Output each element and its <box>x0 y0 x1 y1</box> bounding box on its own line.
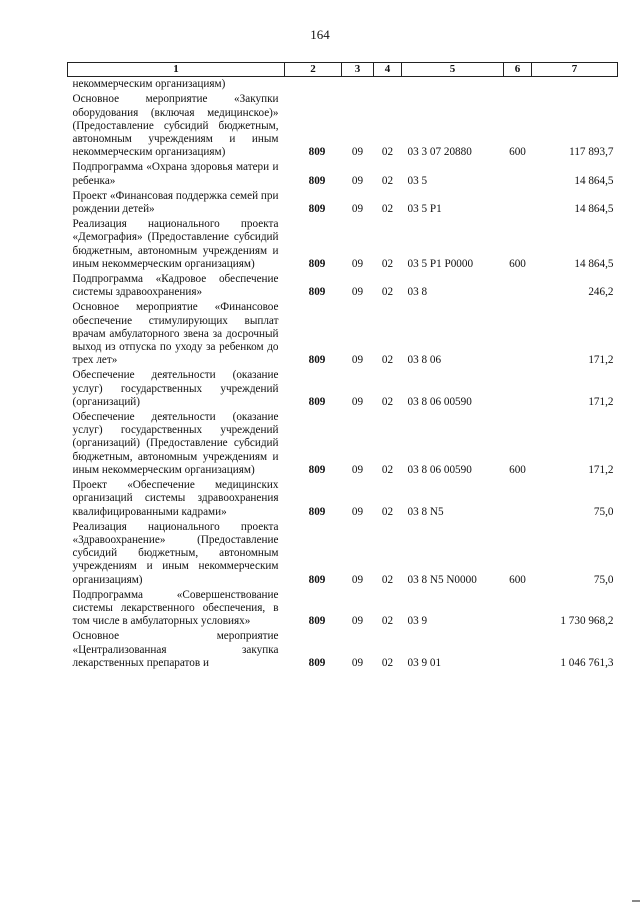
subsection-cell <box>374 77 402 93</box>
target-article-cell: 03 9 <box>407 615 428 628</box>
section-cell <box>342 77 374 93</box>
table-row <box>68 588 618 630</box>
expense-type-cell <box>504 189 532 217</box>
section-cell: 09 <box>351 146 364 159</box>
amount-cell: 171,2 <box>588 395 614 408</box>
target-article-cell: 03 8 <box>407 286 428 299</box>
section-cell: 09 <box>351 615 364 628</box>
subsection-cell: 02 <box>381 286 394 299</box>
section-cell: 09 <box>351 203 364 216</box>
expense-type-cell <box>504 160 532 188</box>
ministry-code-cell: 809 <box>308 257 326 270</box>
column-header: 6 <box>504 63 532 77</box>
target-article-cell: 03 8 06 00590 <box>407 395 472 408</box>
target-article-cell: 03 8 06 <box>407 354 442 367</box>
target-article-cell: 03 3 07 20880 <box>407 146 472 159</box>
row-name-cell: Обеспечение деятельности (оказание услуг) государственных учреждений (организаций) <box>72 369 279 408</box>
amount-cell: 75,0 <box>593 505 614 518</box>
table-body <box>68 77 618 671</box>
page-number: 164 <box>310 27 330 42</box>
expense-type-cell <box>504 368 532 410</box>
column-header: 1 <box>68 63 285 77</box>
table-row <box>68 368 618 410</box>
table-header-row <box>68 63 618 77</box>
amount-cell: 14 864,5 <box>574 174 614 187</box>
target-article-cell: 03 8 N5 <box>407 505 444 518</box>
expense-type-cell: 600 <box>509 463 526 476</box>
subsection-cell: 02 <box>381 146 394 159</box>
table-row <box>68 300 618 368</box>
section-cell: 09 <box>351 505 364 518</box>
ministry-code-cell: 809 <box>308 174 326 187</box>
column-header: 7 <box>532 63 618 77</box>
table-row <box>68 410 618 478</box>
target-article-cell: 03 5 <box>407 174 428 187</box>
amount-cell: 117 893,7 <box>569 146 614 159</box>
section-cell: 09 <box>351 257 364 270</box>
subsection-cell: 02 <box>381 505 394 518</box>
amount-cell: 171,2 <box>588 354 614 367</box>
amount-cell: 14 864,5 <box>574 203 614 216</box>
column-header: 5 <box>402 63 504 77</box>
table-row <box>68 77 618 93</box>
table-row <box>68 520 618 588</box>
amount-cell: 75,0 <box>593 573 614 586</box>
table-row <box>68 629 618 671</box>
section-cell: 09 <box>351 174 364 187</box>
column-header: 4 <box>374 63 402 77</box>
section-cell: 09 <box>351 656 364 669</box>
row-name-cell: Проект «Финансовая поддержка семей при рождении детей» <box>72 189 279 216</box>
row-name-cell: Обеспечение деятельности (оказание услуг) государственных учреждений (организаций) (Предоставление субсидий бюджетным, автономным учреждениям и иным некоммерческим организациям) <box>72 411 279 476</box>
subsection-cell: 02 <box>381 203 394 216</box>
table-row <box>68 92 618 160</box>
expense-type-cell <box>504 629 532 671</box>
target-article-cell: 03 5 P1 <box>407 203 442 216</box>
ministry-code-cell: 809 <box>308 354 326 367</box>
amount-cell: 1 046 761,3 <box>560 656 614 669</box>
ministry-code-cell <box>285 77 342 93</box>
section-cell: 09 <box>351 286 364 299</box>
target-article-cell <box>402 77 504 93</box>
subsection-cell: 02 <box>381 463 394 476</box>
row-name-cell: Подпрограмма «Охрана здоровья матери и ребенка» <box>72 161 279 187</box>
ministry-code-cell: 809 <box>308 656 326 669</box>
expense-type-cell: 600 <box>509 573 526 586</box>
row-name-cell: Основное мероприятие «Закупки оборудования (включая медицинское)» (Предоставление субсидий бюджетным, автономным учреждениям и иным некоммерческим организациям) <box>72 93 279 159</box>
section-cell: 09 <box>351 395 364 408</box>
section-cell: 09 <box>351 354 364 367</box>
table-row <box>68 160 618 188</box>
ministry-code-cell: 809 <box>308 505 326 518</box>
row-name-cell: Реализация национального проекта «Здравоохранение» (Предоставление субсидий бюджетным, автономным учреждениям и иным некоммерческим организациям) <box>72 520 279 586</box>
target-article-cell: 03 8 N5 N0000 <box>407 573 477 586</box>
amount-cell: 171,2 <box>588 463 614 476</box>
amount-cell: 246,2 <box>588 286 614 299</box>
expense-type-cell <box>504 300 532 368</box>
table-row <box>68 217 618 272</box>
subsection-cell: 02 <box>381 395 394 408</box>
ministry-code-cell: 809 <box>308 146 326 159</box>
target-article-cell: 03 8 06 00590 <box>407 463 472 476</box>
amount-cell <box>532 77 618 93</box>
table-row <box>68 272 618 300</box>
ministry-code-cell: 809 <box>308 203 326 216</box>
ministry-code-cell: 809 <box>308 573 326 586</box>
subsection-cell: 02 <box>381 174 394 187</box>
expense-type-cell <box>504 272 532 300</box>
budget-table <box>67 62 618 671</box>
ministry-code-cell: 809 <box>308 395 326 408</box>
subsection-cell: 02 <box>381 656 394 669</box>
expense-type-cell <box>504 478 532 520</box>
column-header: 3 <box>342 63 374 77</box>
amount-cell: 14 864,5 <box>574 257 614 270</box>
target-article-cell: 03 5 P1 P0000 <box>407 257 474 270</box>
scan-edge-mark <box>632 900 640 902</box>
ministry-code-cell: 809 <box>308 463 326 476</box>
amount-cell: 1 730 968,2 <box>560 615 614 628</box>
section-cell: 09 <box>351 573 364 586</box>
row-name-cell: Основное мероприятие «Централизованная закупка лекарственных препаратов и <box>72 630 279 669</box>
subsection-cell: 02 <box>381 354 394 367</box>
subsection-cell: 02 <box>381 615 394 628</box>
row-name-cell: некоммерческим организациям) <box>72 78 226 91</box>
row-name-cell: Основное мероприятие «Финансовое обеспечение стимулирующих выплат врачам амбулаторного звена за досрочный выход из отпуска по уходу за ребенком до трех лет» <box>72 301 279 367</box>
ministry-code-cell: 809 <box>308 615 326 628</box>
row-name-cell: Подпрограмма «Кадровое обеспечение системы здравоохранения» <box>72 273 279 299</box>
table-row <box>68 189 618 217</box>
expense-type-cell <box>504 77 532 93</box>
subsection-cell: 02 <box>381 257 394 270</box>
section-cell: 09 <box>351 463 364 476</box>
subsection-cell: 02 <box>381 573 394 586</box>
table-row <box>68 478 618 520</box>
ministry-code-cell: 809 <box>308 286 326 299</box>
column-header: 2 <box>285 63 342 77</box>
row-name-cell: Проект «Обеспечение медицинских организаций системы здравоохранения квалифицированными кадрами» <box>72 479 279 518</box>
expense-type-cell <box>504 588 532 630</box>
row-name-cell: Подпрограмма «Совершенствование системы лекарственного обеспечения, в том числе в амбулаторных условиях» <box>72 588 279 628</box>
row-name-cell: Реализация национального проекта «Демография» (Предоставление субсидий бюджетным, автономным учреждениям и иным некоммерческим организациям) <box>72 218 279 270</box>
expense-type-cell: 600 <box>509 146 526 159</box>
expense-type-cell: 600 <box>509 257 526 270</box>
target-article-cell: 03 9 01 <box>407 656 442 669</box>
